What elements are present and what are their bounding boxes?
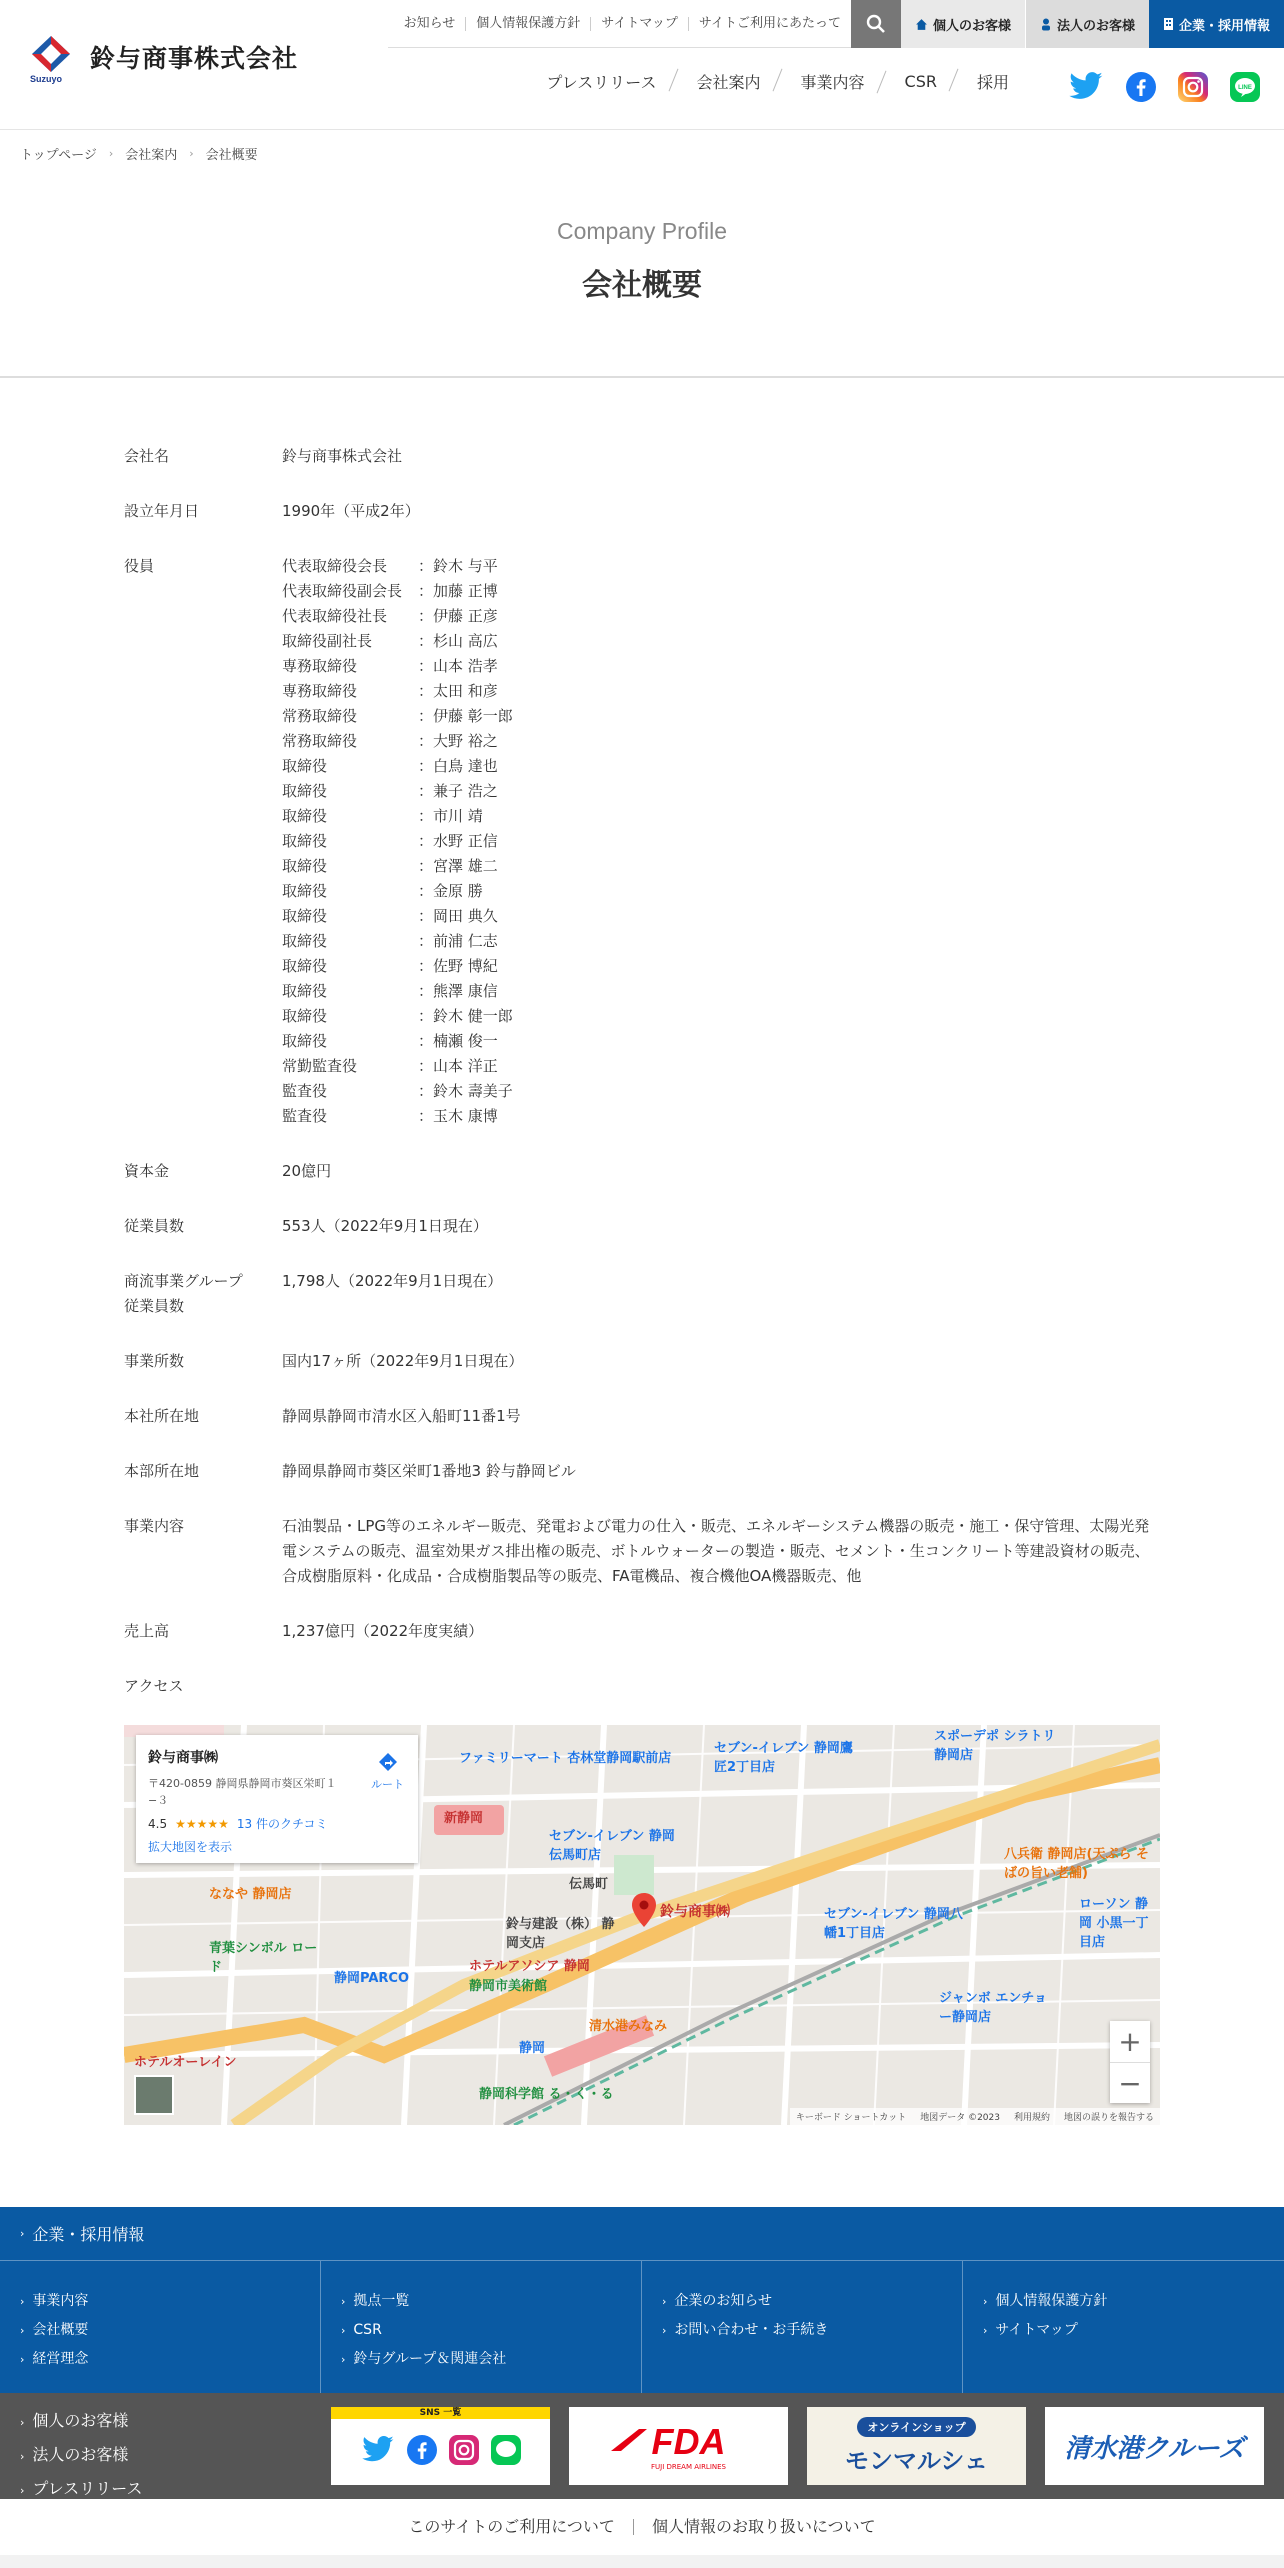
officer-row	[282, 929, 1164, 954]
tab-corporate-recruit[interactable]	[1149, 0, 1284, 48]
route-label: ルート	[371, 1778, 404, 1791]
row-label: 会社名	[124, 447, 170, 465]
footer-link-label: 拠点一覧	[353, 2293, 410, 2309]
fda-logo-icon	[609, 2427, 649, 2453]
footer-link-label: 個人のお客様	[32, 2411, 129, 2430]
breadcrumb-current: 会社概要	[205, 148, 258, 163]
officer-row	[282, 954, 1164, 979]
tab-corporate-label: 法人のお客様	[1056, 18, 1135, 34]
util-link-news[interactable]: お知らせ	[403, 15, 456, 31]
officer-name: ：佐野 博紀	[418, 957, 498, 975]
svg-text:LINE: LINE	[1238, 85, 1252, 91]
suzuyo-logo-icon	[28, 34, 74, 84]
page-title: 会社概要	[582, 268, 702, 303]
map-shortcuts-link[interactable]: キーボード ショートカット	[795, 2113, 907, 2123]
officer-title: 取締役副社長	[282, 632, 373, 650]
search-button[interactable]	[851, 0, 901, 48]
map-address: 〒420-0859 静岡県静岡市葵区栄町１−３	[148, 1777, 337, 1807]
map-label: 青葉シンボル ロード	[209, 1941, 318, 1975]
twitter-icon	[361, 2435, 395, 2465]
officer-name: ：岡田 典久	[418, 907, 498, 925]
monmarche-label: モンマルシェ	[845, 2446, 988, 2475]
chevron-right-icon: ›	[20, 2484, 25, 2497]
officer-row	[282, 729, 1164, 754]
map-label: 新静岡	[444, 1811, 484, 1826]
footer-link[interactable]	[662, 2287, 962, 2316]
cruise-banner[interactable]	[1045, 2407, 1264, 2485]
officer-title: 代表取締役社長	[282, 607, 388, 625]
officer-title: 取締役	[282, 1007, 328, 1025]
row-officers	[124, 554, 1164, 1129]
officer-row	[282, 604, 1164, 629]
row-label: 本社所在地	[124, 1407, 200, 1425]
footer-col	[963, 2261, 1284, 2393]
breadcrumb-company[interactable]: 会社案内	[125, 148, 178, 163]
map-label: ファミリーマート 杏林堂静岡駅前店	[459, 1751, 672, 1766]
row-capital	[124, 1159, 1164, 1184]
row-label: 売上高	[124, 1622, 170, 1640]
row-value: 553人（2022年9月1日現在）	[282, 1217, 488, 1235]
site-header	[0, 0, 1284, 130]
breadcrumb-top[interactable]: トップページ	[20, 148, 97, 163]
chevron-right-icon: ›	[189, 147, 194, 160]
map-terms-link[interactable]: 利用規約	[1013, 2113, 1050, 2123]
nav-csr[interactable]: CSR	[885, 72, 957, 91]
zoom-out-button[interactable]: −	[1110, 2062, 1150, 2103]
nav-company[interactable]: 会社案内	[677, 70, 781, 93]
map-label: セブン-イレブン 静岡伝馬町店	[549, 1829, 675, 1863]
footer-col	[0, 2261, 321, 2393]
footer-bottom-bar	[0, 2555, 1284, 2568]
chevron-right-icon: ›	[983, 2324, 988, 2337]
officer-row	[282, 854, 1164, 879]
row-label: 設立年月日	[124, 502, 200, 520]
officer-row	[282, 1054, 1164, 1079]
cruise-label: 清水港クルーズ	[1064, 2433, 1245, 2464]
row-value: 1990年（平成2年）	[282, 502, 420, 520]
officer-row	[282, 754, 1164, 779]
footer-link-corporate[interactable]	[20, 2439, 143, 2473]
officer-row	[282, 554, 1164, 579]
fda-banner[interactable]	[569, 2407, 788, 2485]
row-label: 本部所在地	[124, 1462, 200, 1480]
line-icon[interactable]	[1230, 72, 1260, 106]
map-label: ローソン 静岡 小黒一丁目店	[1079, 1897, 1149, 1950]
map-label: ホテルオーレイン	[134, 2055, 237, 2070]
main-navigation	[526, 70, 1029, 93]
row-value: 国内17ヶ所（2022年9月1日現在）	[282, 1352, 524, 1370]
officer-row	[282, 779, 1164, 804]
officer-row	[282, 704, 1164, 729]
footer-corporate	[0, 2207, 1284, 2393]
row-value: 石油製品・LPG等のエネルギー販売、発電および電力の仕入・販売、エネルギーシステム機器の販売・施工・保守管理、太陽光発電システムの販売、温室効果ガス排出権の販売、ボトルウォーターの製造・販売、セメント・生コンクリート等建設資材の販売、合成樹脂原料・化成品・合成樹脂製品等の販売、FA電機品、複合機他OA機器販売、他	[282, 1517, 1150, 1585]
footer-link-label: お問い合わせ・お手続き	[674, 2322, 829, 2338]
officer-title: 代表取締役会長	[282, 557, 388, 575]
officer-row	[282, 1029, 1164, 1054]
officer-title: 監査役	[282, 1107, 328, 1125]
footer-link[interactable]	[341, 2316, 641, 2345]
officer-title: 取締役	[282, 782, 328, 800]
tab-corporate-customers[interactable]	[1025, 0, 1149, 48]
officer-title: 監査役	[282, 1082, 328, 1100]
officer-name: ：市川 靖	[418, 807, 483, 825]
util-link-sitemap[interactable]: サイトマップ	[590, 17, 688, 31]
chevron-right-icon: ›	[20, 2353, 25, 2366]
person-icon	[1040, 18, 1052, 31]
star-rating-icon: ★★★★★	[175, 1816, 229, 1831]
footer-link[interactable]	[983, 2287, 1284, 2316]
map-label: スポーデポ シラトリ静岡店	[934, 1729, 1056, 1763]
line-icon	[491, 2435, 521, 2465]
row-established	[124, 499, 1164, 524]
officer-name: ：鈴木 与平	[418, 557, 498, 575]
officer-row	[282, 1079, 1164, 1104]
row-label: 資本金	[124, 1162, 170, 1180]
breadcrumb	[20, 144, 258, 163]
footer-secondary-links	[20, 2405, 143, 2507]
officer-name: ：加藤 正博	[418, 582, 498, 600]
row-label: 事業所数	[124, 1352, 185, 1370]
google-map[interactable]	[124, 1725, 1160, 2125]
officer-row	[282, 654, 1164, 679]
tab-personal-label: 個人のお客様	[932, 18, 1011, 34]
officer-row	[282, 904, 1164, 929]
chevron-right-icon: ›	[662, 2324, 667, 2337]
map-rating: 4.5	[148, 1816, 168, 1831]
nav-press-release[interactable]: プレスリリース	[546, 73, 657, 92]
officer-name: ：大野 裕之	[418, 732, 498, 750]
row-value: 1,237億円（2022年度実績）	[282, 1622, 484, 1640]
map-pin-icon	[632, 1893, 656, 1927]
footer-bottom-links	[0, 2499, 1284, 2555]
facebook-icon	[407, 2435, 437, 2465]
footer-link[interactable]	[20, 2287, 320, 2316]
map-report-link[interactable]: 地図の誤りを報告する	[1063, 2113, 1154, 2123]
map-route-button[interactable]	[371, 1751, 404, 1792]
map-zoom-control	[1110, 2021, 1150, 2103]
site-logo[interactable]	[28, 34, 299, 84]
map-label: 静岡	[519, 2041, 546, 2056]
map-label: ななや 静岡店	[209, 1887, 292, 1902]
footer-link[interactable]	[20, 2316, 320, 2345]
footer-link[interactable]	[341, 2345, 641, 2374]
row-label: 役員	[124, 557, 155, 575]
footer-link[interactable]	[20, 2345, 320, 2374]
officer-row	[282, 879, 1164, 904]
chevron-right-icon: ›	[20, 2450, 25, 2463]
sns-banner-title: SNS 一覧	[331, 2407, 550, 2419]
map-label: セブン-イレブン 静岡鷹匠2丁目店	[714, 1741, 853, 1775]
map-label: 静岡市美術館	[469, 1979, 548, 1994]
officers-list	[282, 554, 1164, 1129]
map-place-name: 鈴与商事㈱	[148, 1750, 218, 1766]
nav-recruit[interactable]: 採用	[957, 70, 1029, 93]
footer-link-label: 企業のお知らせ	[674, 2293, 772, 2309]
row-head-office	[124, 1404, 1164, 1429]
chevron-right-icon: ›	[20, 2324, 25, 2337]
footer-col	[642, 2261, 963, 2393]
row-group-employees	[124, 1269, 1164, 1319]
instagram-icon	[449, 2435, 479, 2465]
officer-name: ：水野 正信	[418, 832, 498, 850]
row-business	[124, 1514, 1164, 1589]
sns-banner-icons	[361, 2435, 521, 2465]
footer-link-label: プレスリリース	[32, 2479, 143, 2498]
map-reviews-link[interactable]: 13 件のクチコミ	[236, 1817, 328, 1831]
officer-name: ：伊藤 彰一郎	[418, 707, 513, 725]
chevron-right-icon: ›	[983, 2295, 988, 2308]
twitter-icon[interactable]	[1068, 72, 1104, 106]
map-label: 静岡PARCO	[334, 1971, 409, 1986]
building-icon	[1163, 17, 1174, 31]
officer-title: 専務取締役	[282, 682, 358, 700]
row-sales	[124, 1619, 1164, 1644]
footer-link-label: 事業内容	[32, 2293, 89, 2309]
officer-title: 取締役	[282, 907, 328, 925]
page-title-en: Company Profile	[556, 218, 728, 244]
officer-row	[282, 679, 1164, 704]
fda-logo-sub: FUJI DREAM AIRLINES	[650, 2463, 727, 2471]
officer-title: 常勤監査役	[282, 1057, 358, 1075]
officer-row	[282, 629, 1164, 654]
officer-title: 取締役	[282, 832, 328, 850]
util-link-privacy[interactable]: 個人情報保護方針	[465, 17, 590, 31]
officer-name: ：伊藤 正彦	[418, 607, 498, 625]
utility-links	[388, 0, 851, 48]
top-navigation	[388, 0, 1284, 48]
officer-name: ：太田 和彦	[418, 682, 498, 700]
footer-terms-link[interactable]: このサイトのご利用について	[408, 2517, 615, 2536]
util-link-terms[interactable]: サイトご利用にあたって	[688, 17, 851, 31]
chevron-right-icon: ›	[20, 2295, 25, 2308]
row-company-name	[124, 444, 1164, 469]
sns-links	[1068, 72, 1260, 106]
row-value: 1,798人（2022年9月1日現在）	[282, 1272, 503, 1290]
footer-link-label: 経営理念	[32, 2351, 89, 2367]
officer-row	[282, 1004, 1164, 1029]
officer-row	[282, 1104, 1164, 1129]
chevron-right-icon: ›	[20, 2416, 25, 2429]
officer-name: ：楠瀬 俊一	[418, 1032, 498, 1050]
map-footer	[790, 2108, 1160, 2125]
pin-label: 鈴与商事㈱	[660, 1904, 730, 1920]
officer-title: 取締役	[282, 957, 328, 975]
officer-title: 取締役	[282, 982, 328, 1000]
footer-link-label: 法人のお客様	[32, 2445, 129, 2464]
officer-title: 取締役	[282, 882, 328, 900]
map-label: 八兵衛 静岡店(天ぷら そばの旨い老舗)	[1004, 1847, 1149, 1881]
officer-title: 取締役	[282, 857, 328, 875]
officer-name: ：宮澤 雄二	[418, 857, 498, 875]
officer-row	[282, 979, 1164, 1004]
map-info-card	[136, 1735, 418, 1863]
map-enlarge-link[interactable]: 拡大地図を表示	[148, 1840, 233, 1854]
map-layer-thumbnail[interactable]	[134, 2075, 174, 2115]
home-icon	[915, 18, 928, 31]
chevron-right-icon: ›	[341, 2295, 346, 2308]
divider	[0, 376, 1284, 378]
logo-caption: Suzuyo	[30, 74, 63, 84]
row-label-line: 商流事業グループ	[124, 1272, 243, 1290]
officer-name: ：兼子 浩之	[418, 782, 498, 800]
row-main-office	[124, 1459, 1164, 1484]
officer-name: ：前浦 仁志	[418, 932, 498, 950]
officer-title: 取締役	[282, 757, 328, 775]
footer-link-label: CSR	[353, 2322, 382, 2338]
footer-link[interactable]	[341, 2287, 641, 2316]
monmarche-banner[interactable]	[807, 2407, 1026, 2485]
officer-title: 常務取締役	[282, 732, 358, 750]
footer-link-personal[interactable]	[20, 2405, 143, 2439]
footer-link-columns	[0, 2261, 1284, 2393]
facebook-icon[interactable]	[1126, 72, 1156, 106]
row-employees	[124, 1214, 1164, 1239]
footer-link-label: 個人情報保護方針	[995, 2293, 1108, 2309]
officer-name: ：金原 勝	[418, 882, 483, 900]
tab-personal-customers[interactable]	[901, 0, 1025, 48]
fda-logo-text: FDA	[651, 2421, 726, 2462]
row-value: 鈴与商事株式会社	[282, 447, 403, 465]
officer-name: ：山本 浩孝	[418, 657, 498, 675]
footer-link[interactable]	[983, 2316, 1284, 2345]
chevron-right-icon: ›	[20, 2227, 25, 2240]
map-label: 鈴与建設（株） 静岡支店	[506, 1917, 615, 1951]
map-label: 静岡科学館 る・く・る	[479, 2087, 614, 2102]
officer-row	[282, 804, 1164, 829]
footer-link-label: 会社概要	[32, 2322, 89, 2338]
sns-banner[interactable]	[331, 2407, 550, 2485]
footer-corporate-title-label: 企業・採用情報	[32, 2225, 145, 2244]
directions-icon	[377, 1751, 399, 1773]
footer-corporate-title[interactable]	[0, 2207, 1284, 2261]
officer-name: ：熊澤 康信	[418, 982, 498, 1000]
footer-link[interactable]	[662, 2316, 962, 2345]
officer-name: ：玉木 康博	[418, 1107, 498, 1125]
search-icon	[866, 14, 886, 34]
officer-title: 代表取締役副会長	[282, 582, 403, 600]
chevron-right-icon: ›	[341, 2324, 346, 2337]
chevron-right-icon: ›	[108, 147, 114, 160]
officer-title: 取締役	[282, 807, 328, 825]
row-label	[124, 1269, 282, 1319]
tab-recruit-label: 企業・採用情報	[1178, 18, 1270, 34]
officer-name: ：鈴木 壽美子	[418, 1082, 513, 1100]
footer-privacy-link[interactable]: 個人情報のお取り扱いについて	[633, 2519, 894, 2535]
officer-name: ：山本 洋正	[418, 1057, 498, 1075]
row-label-line: 従業員数	[124, 1297, 185, 1315]
chevron-right-icon: ›	[341, 2353, 346, 2366]
row-value: 20億円	[282, 1162, 332, 1180]
location-pin[interactable]	[632, 1893, 656, 1931]
officer-row	[282, 829, 1164, 854]
footer-col	[321, 2261, 642, 2393]
map-copyright: 地図データ ©2023	[920, 2113, 1000, 2123]
row-value: 静岡県静岡市清水区入船町11番1号	[282, 1407, 521, 1425]
row-access	[124, 1674, 1164, 1699]
officer-title: 専務取締役	[282, 657, 358, 675]
officer-name: ：杉山 高広	[418, 632, 498, 650]
officer-title: 取締役	[282, 932, 328, 950]
officer-title: 取締役	[282, 1032, 328, 1050]
logo-text: 鈴与商事株式会社	[90, 44, 299, 73]
footer-link-label: 鈴与グループ＆関連会社	[353, 2351, 507, 2367]
map-label: ジャンボ エンチョー静岡店	[939, 1991, 1047, 2025]
row-value: 静岡県静岡市葵区栄町1番地3 鈴与静岡ビル	[282, 1462, 576, 1480]
instagram-icon[interactable]	[1178, 72, 1208, 106]
row-label: 事業内容	[124, 1517, 185, 1535]
map-label: 伝馬町	[569, 1877, 609, 1892]
footer-link-label: サイトマップ	[995, 2322, 1078, 2338]
map-label: セブン-イレブン 静岡八幡1丁目店	[824, 1907, 963, 1941]
officer-title: 常務取締役	[282, 707, 358, 725]
chevron-right-icon: ›	[662, 2295, 667, 2308]
company-profile-table	[124, 444, 1164, 1729]
nav-business[interactable]: 事業内容	[781, 70, 885, 93]
map-label: 清水港みなみ	[589, 2019, 668, 2034]
footer-secondary	[0, 2393, 1284, 2499]
map-rating-row	[148, 1815, 406, 1832]
map-label: ホテルアソシア 静岡	[469, 1959, 590, 1974]
officer-name: ：白鳥 達也	[418, 757, 498, 775]
online-shop-label: オンラインショップ	[857, 2417, 975, 2437]
officer-name: ：鈴木 健一郎	[418, 1007, 513, 1025]
row-label: アクセス	[124, 1677, 184, 1695]
zoom-in-button[interactable]: +	[1118, 2025, 1142, 2058]
row-offices	[124, 1349, 1164, 1374]
row-label: 従業員数	[124, 1217, 185, 1235]
officer-row	[282, 579, 1164, 604]
